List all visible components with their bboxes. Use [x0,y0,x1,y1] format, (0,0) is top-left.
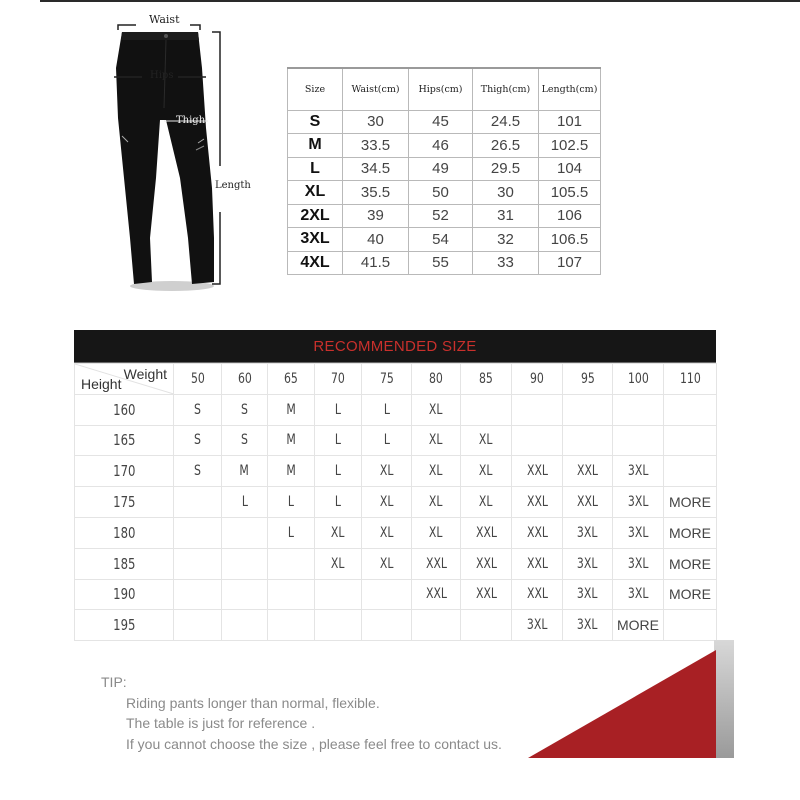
thigh-value: 26.5 [473,134,539,158]
recommended-size-cell [174,487,222,518]
recommended-size-cell [174,610,222,641]
waist-value: 41.5 [343,251,409,275]
height-value: 175 [75,487,174,518]
height-value: 160 [75,394,174,425]
waist-value: 35.5 [343,181,409,205]
recommended-size-cell: 3XL [613,487,664,518]
recommended-size-cell: XXL [461,517,512,548]
height-row [75,487,717,518]
recommended-size-cell: XL [412,456,461,487]
tip-line: If you cannot choose the size , please feel free to contact us. [126,736,502,752]
weight-col-header: 65 [268,364,315,395]
recommended-size-cell: L [315,425,362,456]
size-row [288,204,601,228]
pants-illustration-icon [100,8,270,298]
waist-value: 34.5 [343,157,409,181]
size-label: XL [288,181,343,205]
hips-value: 52 [409,204,473,228]
recommended-size-cell [174,579,222,610]
recommended-size-cell: XL [362,456,412,487]
recommended-size-cell: L [315,394,362,425]
recommended-size-cell: 3XL [512,610,563,641]
weight-col-header: 85 [461,364,512,395]
recommended-size-cell: 3XL [563,548,613,579]
thigh-value: 24.5 [473,110,539,134]
size-label: M [288,134,343,158]
recommended-size-cell: XL [362,548,412,579]
waist-value: 33.5 [343,134,409,158]
tip-line: Riding pants longer than normal, flexible. [126,695,380,711]
recommended-size-cell [664,610,717,641]
recommended-size-cell: XL [315,517,362,548]
thigh-label: Thigh [176,115,206,126]
recommended-size-cell [664,425,717,456]
hips-value: 46 [409,134,473,158]
header-thigh: Thigh(cm) [473,68,539,110]
recommended-size-cell: M [222,456,268,487]
weight-col-header: 75 [362,364,412,395]
tip-line: The table is just for reference . [126,715,316,731]
recommended-size-cell [315,579,362,610]
recommended-size-cell [362,610,412,641]
recommended-size-cell: XL [412,487,461,518]
thigh-value: 30 [473,181,539,205]
waist-value: 39 [343,204,409,228]
weight-header-row [75,364,717,395]
height-row [75,610,717,641]
length-value: 106.5 [539,228,601,252]
weight-col-header: 95 [563,364,613,395]
weight-col-header: 90 [512,364,563,395]
recommended-size-cell: L [268,517,315,548]
recommended-size-cell: XL [461,456,512,487]
height-value: 170 [75,456,174,487]
red-triangle-decoration-icon [528,640,734,758]
length-value: 101 [539,110,601,134]
recommended-size-cell: L [315,456,362,487]
recommended-size-cell: XXL [563,487,613,518]
weight-col-header: 70 [315,364,362,395]
recommended-size-cell: L [362,394,412,425]
recommended-size-cell [512,394,563,425]
height-value: 165 [75,425,174,456]
recommended-size-cell [664,456,717,487]
height-axis-label: Height [81,375,122,392]
length-value: 102.5 [539,134,601,158]
recommended-size-cell: S [222,394,268,425]
length-value: 106 [539,204,601,228]
header-length: Length(cm) [539,68,601,110]
recommended-size-cell [512,425,563,456]
height-row [75,517,717,548]
hips-value: 54 [409,228,473,252]
recommended-size-cell: 3XL [613,456,664,487]
thigh-value: 32 [473,228,539,252]
recommended-size-cell: S [174,425,222,456]
recommended-size-cell: XL [362,517,412,548]
recommended-size-cell: M [268,456,315,487]
recommended-size-cell: MORE [664,487,717,518]
height-row [75,579,717,610]
recommended-size-cell: S [174,394,222,425]
recommended-size-cell: XXL [512,517,563,548]
recommended-size-cell [563,425,613,456]
tip-title: TIP: [101,674,127,690]
recommended-size-cell: XXL [461,579,512,610]
recommended-size-cell [222,579,268,610]
height-row [75,425,717,456]
length-value: 107 [539,251,601,275]
recommended-size-cell: XXL [412,548,461,579]
hips-value: 49 [409,157,473,181]
hips-value: 50 [409,181,473,205]
size-label: S [288,110,343,134]
size-row [288,228,601,252]
height-value: 190 [75,579,174,610]
recommended-size-table [74,363,717,641]
size-row [288,157,601,181]
recommended-size-cell: XXL [461,548,512,579]
size-row [288,181,601,205]
recommended-size-cell: 3XL [613,517,664,548]
hips-label: Hips [150,70,174,81]
recommended-size-cell [613,394,664,425]
recommended-size-cell: XL [315,548,362,579]
size-label: 4XL [288,251,343,275]
recommended-size-cell: XXL [563,456,613,487]
size-table-header-row [288,68,601,110]
recommended-size-cell [174,548,222,579]
recommended-size-title: RECOMMENDED SIZE [74,330,716,363]
height-value: 180 [75,517,174,548]
waist-label: Waist [149,13,180,26]
height-row [75,456,717,487]
waist-value: 30 [343,110,409,134]
thigh-value: 31 [473,204,539,228]
weight-col-header: 100 [613,364,664,395]
recommended-size-cell: L [315,487,362,518]
recommended-size-cell: XXL [412,579,461,610]
height-row [75,394,717,425]
recommended-size-cell: L [362,425,412,456]
recommended-size-cell: 3XL [613,579,664,610]
recommended-size-cell: MORE [664,517,717,548]
height-weight-corner [75,364,174,395]
recommended-size-cell: XL [412,394,461,425]
recommended-size-cell [412,610,461,641]
recommended-size-cell: L [222,487,268,518]
height-value: 195 [75,610,174,641]
recommended-size-cell: L [268,487,315,518]
size-label: 3XL [288,228,343,252]
height-value: 185 [75,548,174,579]
recommended-size-cell: XXL [512,487,563,518]
recommended-size-cell: S [222,425,268,456]
size-measurement-table [287,67,601,275]
weight-col-header: 60 [222,364,268,395]
recommended-size-cell [268,579,315,610]
recommended-size-cell: MORE [664,548,717,579]
recommended-size-cell: M [268,425,315,456]
recommended-size-cell: XL [412,517,461,548]
length-value: 104 [539,157,601,181]
recommended-size-cell: XL [461,487,512,518]
size-label: L [288,157,343,181]
recommended-size-cell: 3XL [563,610,613,641]
recommended-size-cell: MORE [664,579,717,610]
recommended-size-cell [664,394,717,425]
hips-value: 45 [409,110,473,134]
recommended-size-cell [268,548,315,579]
recommended-size-cell: XXL [512,548,563,579]
recommended-size-cell [563,394,613,425]
recommended-size-cell [461,610,512,641]
weight-col-header: 110 [664,364,717,395]
waist-value: 40 [343,228,409,252]
hips-value: 55 [409,251,473,275]
header-size: Size [288,68,343,110]
weight-col-header: 80 [412,364,461,395]
recommended-size-cell: M [268,394,315,425]
recommended-size-cell [461,394,512,425]
recommended-size-cell [613,425,664,456]
recommended-size-cell: 3XL [613,548,664,579]
length-label: Length [215,180,251,191]
recommended-size-cell: 3XL [563,579,613,610]
height-row [75,548,717,579]
recommended-size-cell [362,579,412,610]
weight-axis-label: Weight [123,366,167,382]
size-row [288,110,601,134]
recommended-size-cell: XXL [512,456,563,487]
header-hips: Hips(cm) [409,68,473,110]
length-value: 105.5 [539,181,601,205]
recommended-size-cell: XL [362,487,412,518]
header-waist: Waist(cm) [343,68,409,110]
recommended-size-cell: 3XL [563,517,613,548]
recommended-size-cell [222,548,268,579]
weight-col-header: 50 [174,364,222,395]
recommended-size-cell: XL [412,425,461,456]
size-row [288,251,601,275]
recommended-size-cell [222,517,268,548]
top-divider-line [40,0,800,2]
recommended-size-cell: MORE [613,610,664,641]
size-label: 2XL [288,204,343,228]
thigh-value: 29.5 [473,157,539,181]
thigh-value: 33 [473,251,539,275]
recommended-size-cell: XL [461,425,512,456]
recommended-size-cell [222,610,268,641]
recommended-size-cell [174,517,222,548]
recommended-size-cell: S [174,456,222,487]
recommended-size-cell: XXL [512,579,563,610]
pants-diagram [100,8,270,298]
size-row [288,134,601,158]
recommended-size-cell [315,610,362,641]
recommended-size-section [74,330,716,641]
recommended-size-cell [268,610,315,641]
